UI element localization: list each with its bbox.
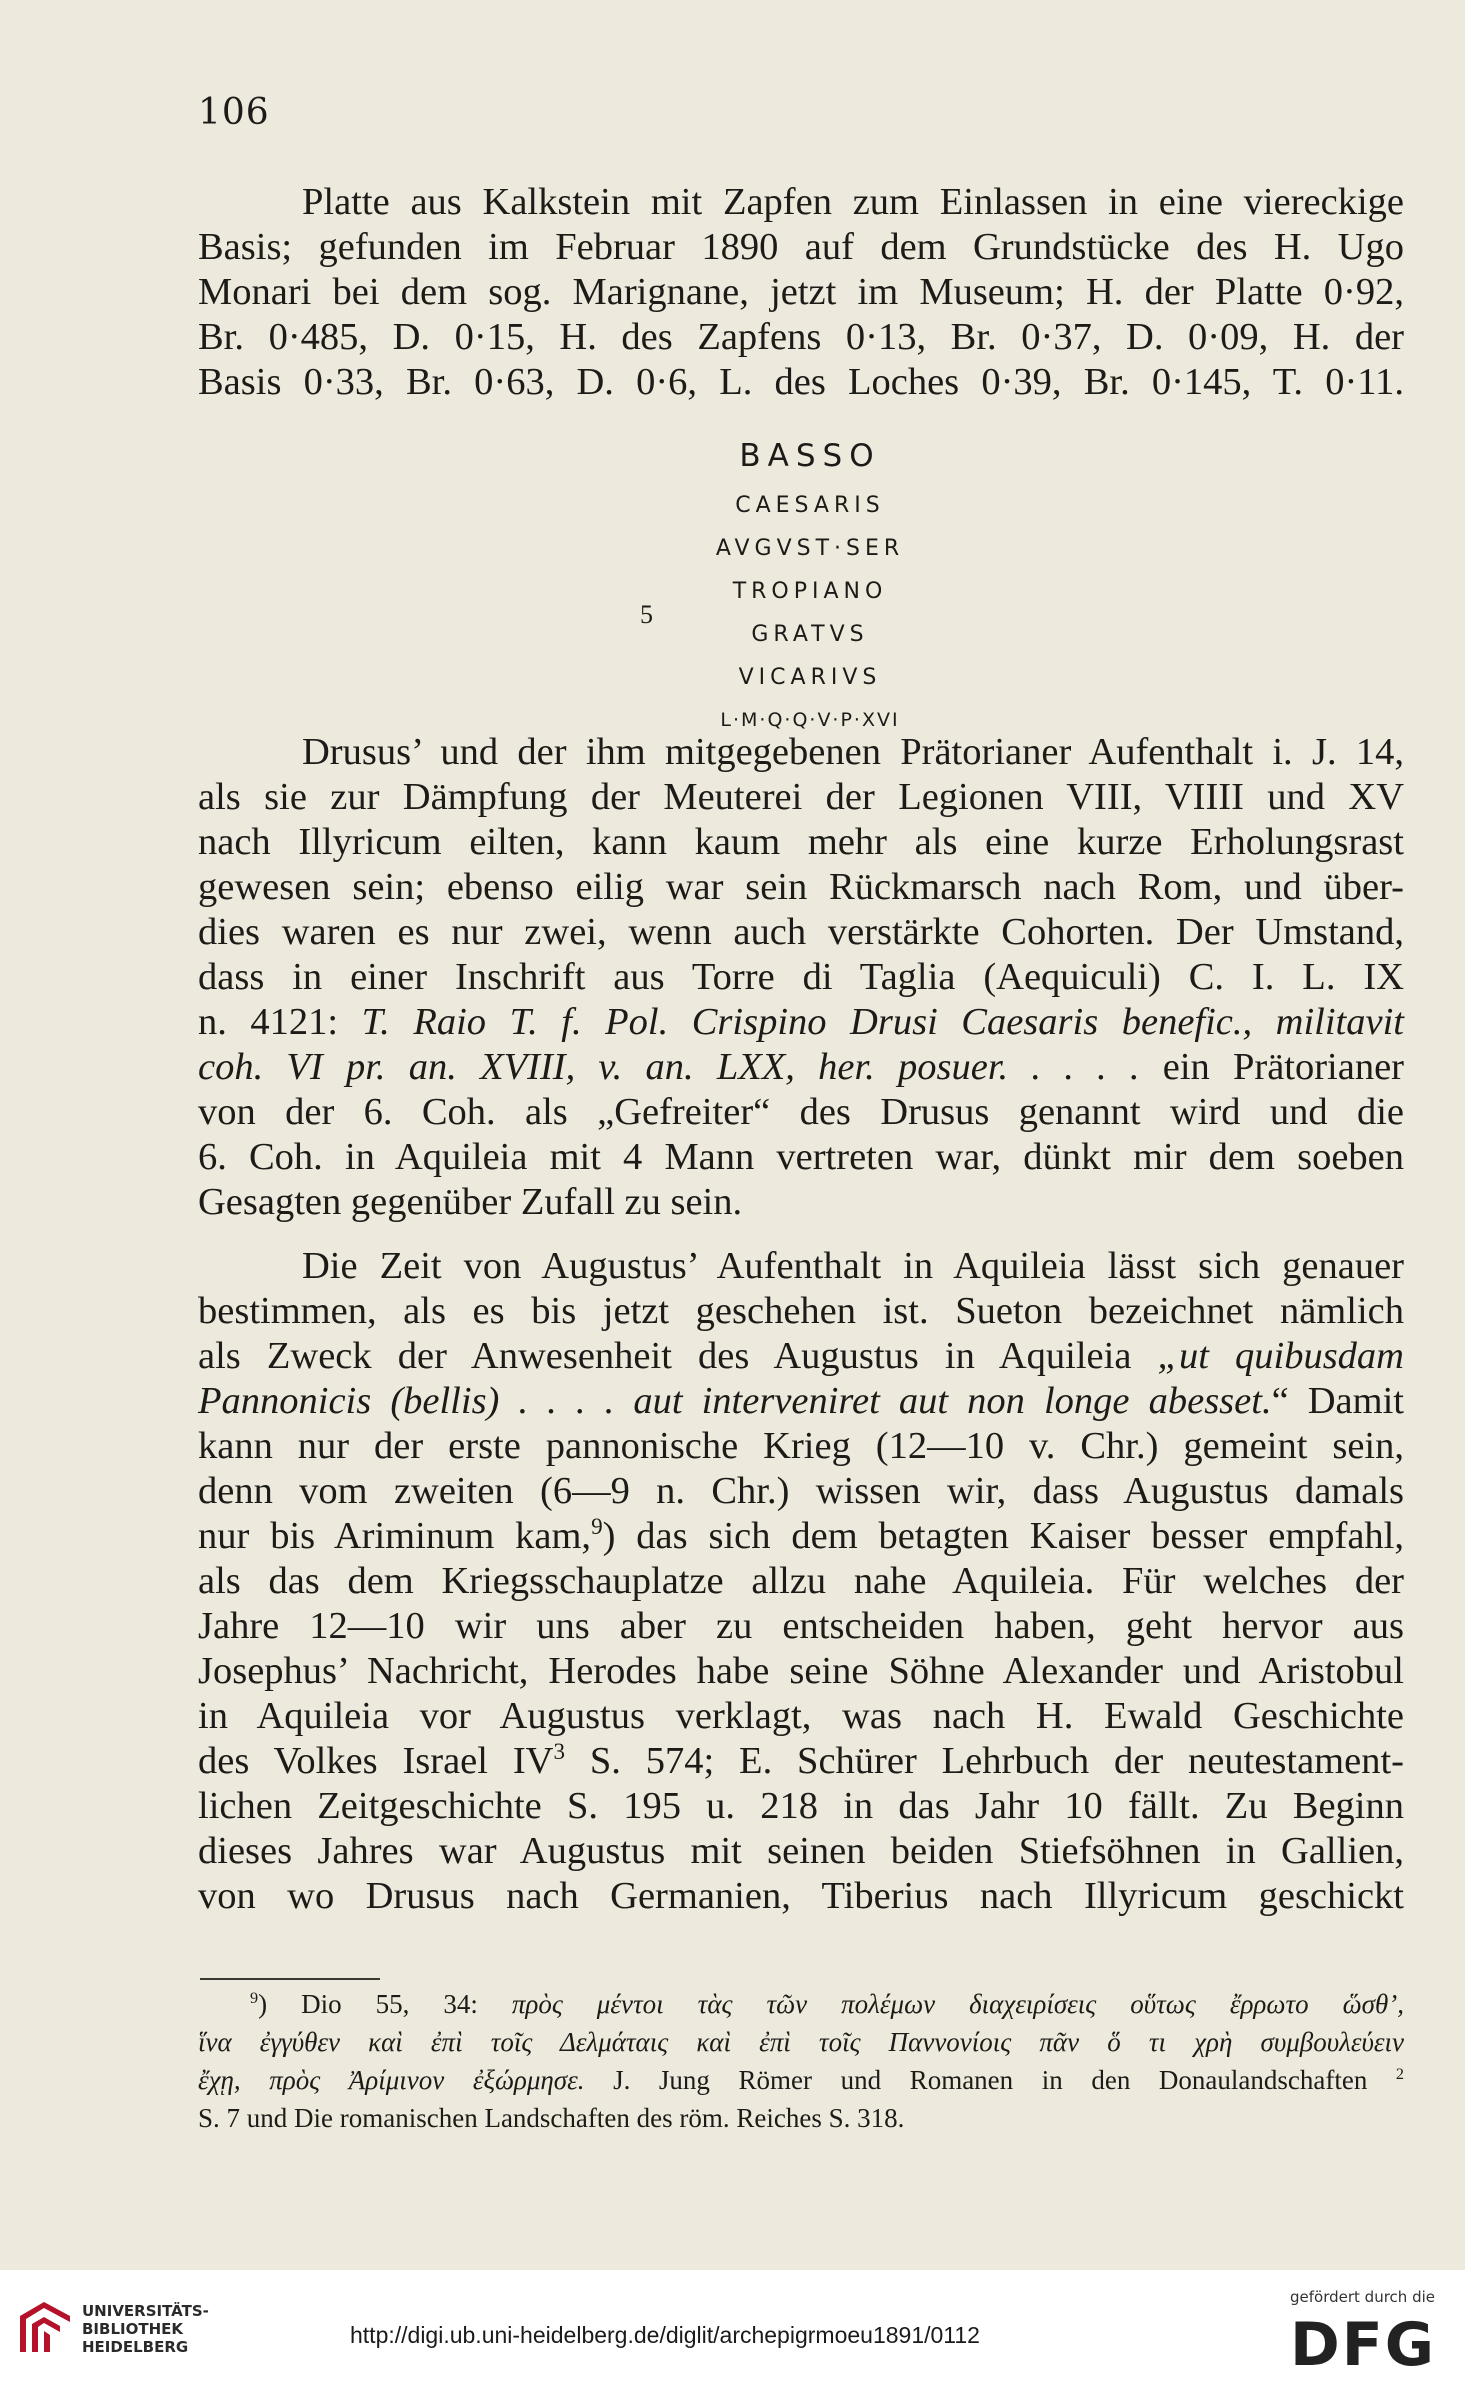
text-line: Jahre 12—10 wir uns aber zu entscheiden haben, geht hervor aus (198, 1605, 1404, 1647)
text-line (198, 1739, 1404, 1784)
inscription-line: L·M·Q·Q·V·P·XVI (720, 709, 900, 731)
inscription-line: GRATVS (751, 622, 869, 647)
italic-quote: Pannonicis (bellis) . . . . aut interveniret aut non longe abesset. (198, 1380, 1272, 1422)
text-line: Monari bei dem sog. Marignane, jetzt im Museum; H. der Platte 0·92, (198, 271, 1404, 313)
footnote-marker: 9 (250, 1989, 259, 2007)
text-line: dieses Jahres war Augustus mit seinen beiden Stiefsöhnen in Gallien, (198, 1830, 1404, 1872)
text-line: Platte aus Kalkstein mit Zapfen zum Einlassen in eine viereckige (302, 181, 1404, 223)
greek-quote: πρὸς μέντοι τὰς τῶν πολέμων διαχειρίσεις οὕτως ἔρρωτο ὥσθ’, (511, 1989, 1404, 2019)
library-name-line: BIBLIOTHEK (82, 2320, 183, 2338)
text-line: Basis 0·33, Br. 0·63, D. 0·6, L. des Loches 0·39, Br. 0·145, T. 0·11. (198, 361, 1404, 403)
paragraph-3 (198, 1244, 1404, 1919)
footnote-divider (200, 1978, 380, 1980)
inscription-line: TROPIANO (732, 579, 888, 604)
text-fragment: nur bis Ariminum kam, (198, 1515, 592, 1557)
text-line: nach Illyricum eilten, kann kaum mehr als eine kurze Erholungsrast (198, 821, 1404, 863)
funding-caption: gefördert durch die (1290, 2288, 1435, 2306)
text-line: als das dem Kriegsschauplatze allzu nahe Aquileia. Für welches der (198, 1560, 1404, 1602)
text-line: in Aquileia vor Augustus verklagt, was nach H. Ewald Geschichte (198, 1695, 1404, 1737)
italic-quote: „ut quibusdam (1157, 1335, 1404, 1377)
text-line (198, 1000, 1404, 1045)
library-name-line: HEIDELBERG (82, 2338, 189, 2356)
text-line (198, 1514, 1404, 1559)
footnote (198, 1985, 1404, 2137)
inscription-line: CAESARIS (735, 493, 885, 518)
text-fragment: als Zweck der Anwesenheit des Augustus in Aquileia (198, 1335, 1158, 1377)
text-fragment: “ Damit (1271, 1380, 1404, 1422)
paragraph-1 (198, 180, 1404, 405)
text-fragment: ) das sich dem betagten Kaiser besser empfahl, (602, 1515, 1404, 1557)
text-fragment: ein Prätorianer (1139, 1046, 1405, 1088)
text-line: von wo Drusus nach Germanien, Tiberius nach Illyricum geschickt (198, 1875, 1404, 1917)
text-fragment: n. 4121: (198, 1001, 362, 1043)
text-line (198, 1334, 1404, 1379)
footnote-line (198, 2023, 1404, 2061)
text-fragment: ) Dio 55, 34: (258, 1989, 512, 2019)
university-library-name (82, 2302, 209, 2356)
text-fragment: J. Jung Römer und Romanen in den Donaulandschaften (584, 2065, 1396, 2095)
text-line (198, 1379, 1404, 1424)
text-line: lichen Zeitgeschichte S. 195 u. 218 in das Jahr 10 fällt. Zu Beginn (198, 1785, 1404, 1827)
text-line: dies waren es nur zwei, wenn auch verstärkte Cohorten. Der Umstand, (198, 911, 1404, 953)
footnote-line (198, 2061, 1404, 2099)
inscription-line: BASSO (739, 438, 881, 474)
italic-citation: coh. VI pr. an. XVIII, v. an. LXX, her. posuer. . . . . (198, 1046, 1140, 1088)
inscription-line: VICARIVS (738, 665, 882, 690)
page-number: 106 (198, 92, 270, 133)
university-library-logo-icon[interactable] (14, 2298, 76, 2354)
text-line: Josephus’ Nachricht, Herodes habe seine Söhne Alexander und Aristobul (198, 1650, 1404, 1692)
dfg-logo[interactable]: DFG (1290, 2310, 1437, 2380)
text-fragment: des Volkes Israel IV (198, 1740, 554, 1782)
footnote-line: S. 7 und Die romanischen Landschaften des röm. Reiches S. 318. (198, 2103, 905, 2133)
latin-inscription (600, 428, 1020, 742)
edition-superscript: 2 (1395, 2065, 1404, 2083)
text-line: gewesen sein; ebenso eilig war sein Rückmarsch nach Rom, und über- (198, 866, 1404, 908)
text-line: als sie zur Dämpfung der Meuterei der Legionen VIII, VIIII und XV (198, 776, 1404, 818)
footnote-reference[interactable]: 9 (591, 1513, 603, 1540)
text-line: dass in einer Inschrift aus Torre di Taglia (Aequiculi) C. I. L. IX (198, 956, 1404, 998)
text-line: von der 6. Coh. als „Gefreiter“ des Drusus genannt wird und die (198, 1091, 1404, 1133)
edition-superscript: 3 (553, 1738, 565, 1765)
text-line: 6. Coh. in Aquileia mit 4 Mann vertreten war, dünkt mir dem soeben (198, 1136, 1404, 1178)
text-line: Die Zeit von Augustus’ Aufenthalt in Aquileia lässt sich genauer (302, 1245, 1404, 1287)
permalink-url[interactable]: http://digi.ub.uni-heidelberg.de/diglit/archepigrmoeu1891/0112 (350, 2322, 980, 2348)
footnote-line (198, 1985, 1404, 2023)
text-line: Gesagten gegenüber Zufall zu sein. (198, 1181, 743, 1223)
inscription-line-number: 5 (640, 600, 653, 629)
text-line: Drusus’ und der ihm mitgegebenen Prätorianer Aufenthalt i. J. 14, (302, 731, 1404, 773)
text-line: Br. 0·485, D. 0·15, H. des Zapfens 0·13, Br. 0·37, D. 0·09, H. der (198, 316, 1404, 358)
library-name-line: UNIVERSITÄTS- (82, 2302, 209, 2320)
text-line (198, 1045, 1404, 1090)
inscription-line: AVGVST·SER (715, 536, 905, 561)
paragraph-2 (198, 730, 1404, 1225)
text-line: bestimmen, als es bis jetzt geschehen ist. Sueton bezeichnet nämlich (198, 1290, 1404, 1332)
text-line: denn vom zweiten (6—9 n. Chr.) wissen wir, dass Augustus damals (198, 1470, 1404, 1512)
greek-quote: ἵνα ἐγγύθεν καὶ ἐπὶ τοῖς Δελμάταις καὶ ἐπὶ τοῖς Παννονίοις πᾶν ὅ τι χρὴ συμβουλεύειν (198, 2027, 1404, 2057)
text-line: kann nur der erste pannonische Krieg (12—10 v. Chr.) gemeint sein, (198, 1425, 1404, 1467)
text-line: Basis; gefunden im Februar 1890 auf dem Grundstücke des H. Ugo (198, 226, 1404, 268)
greek-quote: ἔχῃ, πρὸς Ἀρίμινον ἐξώρμησε. (198, 2065, 585, 2095)
text-fragment: S. 574; E. Schürer Lehrbuch der neutestament- (564, 1740, 1404, 1782)
italic-citation: T. Raio T. f. Pol. Crispino Drusi Caesaris benefic., militavit (361, 1001, 1404, 1043)
